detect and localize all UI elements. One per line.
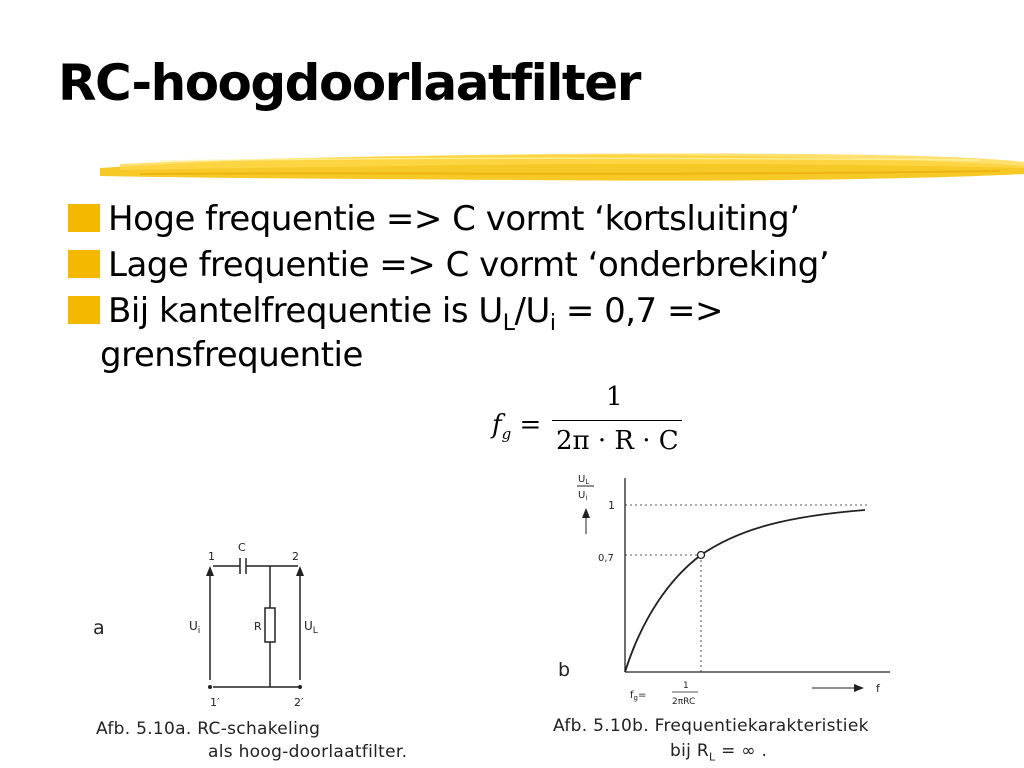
slide-title: RC-hoogdoorlaatfilter (58, 54, 640, 112)
bullet-text: Hoge frequentie => C vormt ‘kortsluiting’ (108, 199, 800, 239)
bullet-square-icon (68, 296, 100, 324)
y-axis-numerator: $U_L$ (578, 474, 590, 486)
resistor-label: R (254, 620, 262, 633)
formula-denominator: 2π · R · C (556, 426, 679, 456)
formula-numerator: 1 (606, 382, 623, 412)
fg-numerator: 1 (683, 681, 689, 691)
caption-a-line1: Afb. 5.10a. RC-schakeling (96, 719, 321, 739)
node-1p-label: 1′ (210, 696, 220, 709)
bullet-list (68, 200, 998, 382)
output-voltage-label: $U_L$ (304, 619, 318, 636)
bullet-text: Lage frequentie => C vormt ‘onderbreking’ (108, 245, 830, 286)
node-2p-label: 2′ (294, 696, 304, 709)
bullet-item (68, 292, 998, 375)
bullet-item (68, 200, 998, 239)
formula-fraction-bar (552, 420, 682, 421)
y-axis-denominator: $U_i$ (578, 490, 588, 502)
frequency-response-plot (550, 468, 910, 713)
circuit-diagram (80, 530, 440, 710)
fg-label: $f_g=$ (630, 690, 647, 702)
caption-a-line2: als hoog-doorlaatfilter. (208, 742, 408, 762)
fg-denominator: 2πRC (672, 697, 696, 707)
title-underline-brush (100, 146, 1024, 186)
bullet-text: Bij kantelfrequentie is $U_L/U_i = 0,7$ => (108, 291, 723, 336)
node-2-label: 2 (292, 550, 299, 563)
caption-b-line1: Afb. 5.10b. Frequentiekarakteristiek (553, 716, 869, 736)
node-1-label: 1 (208, 550, 215, 563)
cutoff-point-marker (698, 552, 705, 559)
formula-lhs: $f_g$ = (492, 410, 542, 444)
figure-a-letter: a (93, 617, 105, 639)
bullet-continuation: grensfrequentie (100, 335, 363, 376)
bullet-square-icon (68, 204, 100, 232)
x-axis-label: f (876, 682, 880, 695)
y-tick-07: 0,7 (598, 553, 614, 564)
caption-b-line2: bij $R_L$ = ∞ . (670, 741, 768, 764)
bullet-square-icon (68, 250, 100, 278)
input-voltage-label: $U_i$ (189, 619, 201, 636)
y-tick-1: 1 (608, 499, 615, 512)
bullet-item (68, 246, 998, 285)
figure-b-letter: b (558, 659, 571, 681)
capacitor-label: C (238, 541, 246, 554)
